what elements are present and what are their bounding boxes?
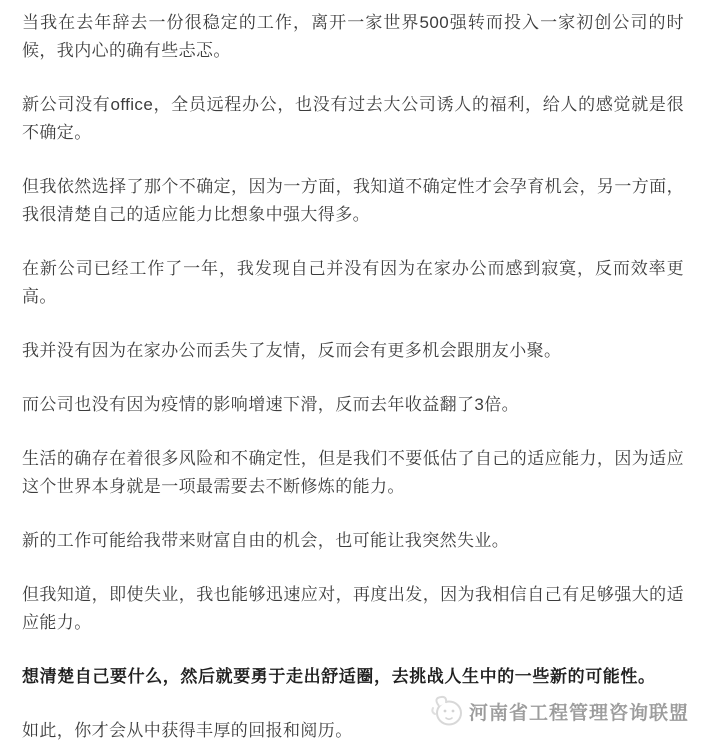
paragraph: 生活的确存在着很多风险和不确定性，但是我们不要低估了自己的适应能力，因为适应这个世界本身就是一项最需要去不断修炼的能力。 (22, 449, 684, 496)
paragraph: 如此，你才会从中获得丰厚的回报和阅历。 (22, 721, 353, 740)
paragraph: 当我在去年辞去一份很稳定的工作，离开一家世界500强转而投入一家初创公司的时候，我内心的确有些忐忑。 (22, 13, 684, 60)
paragraph: 新公司没有office，全员远程办公，也没有过去大公司诱人的福利，给人的感觉就是很不确定。 (22, 95, 684, 142)
paragraph-emphasis: 想清楚自己要什么，然后就要勇于走出舒适圈，去挑战人生中的一些新的可能性。 (22, 667, 656, 686)
paragraph: 而公司也没有因为疫情的影响增速下滑，反而去年收益翻了3倍。 (22, 395, 520, 414)
paragraph: 但我知道，即使失业，我也能够迅速应对，再度出发，因为我相信自己有足够强大的适应能力。 (22, 585, 684, 632)
paragraph: 但我依然选择了那个不确定，因为一方面，我知道不确定性才会孕育机会，另一方面，我很清楚自己的适应能力比想象中强大得多。 (22, 177, 684, 224)
watermark-label: 河南省工程管理咨询联盟 (468, 702, 689, 724)
watermark (429, 692, 689, 730)
mascot-logo-icon (429, 692, 465, 730)
paragraph: 在新公司已经工作了一年，我发现自己并没有因为在家办公而感到寂寞，反而效率更高。 (22, 259, 684, 306)
paragraph: 我并没有因为在家办公而丢失了友情，反而会有更多机会跟朋友小聚。 (22, 341, 562, 360)
paragraph: 新的工作可能给我带来财富自由的机会，也可能让我突然失业。 (22, 531, 510, 550)
